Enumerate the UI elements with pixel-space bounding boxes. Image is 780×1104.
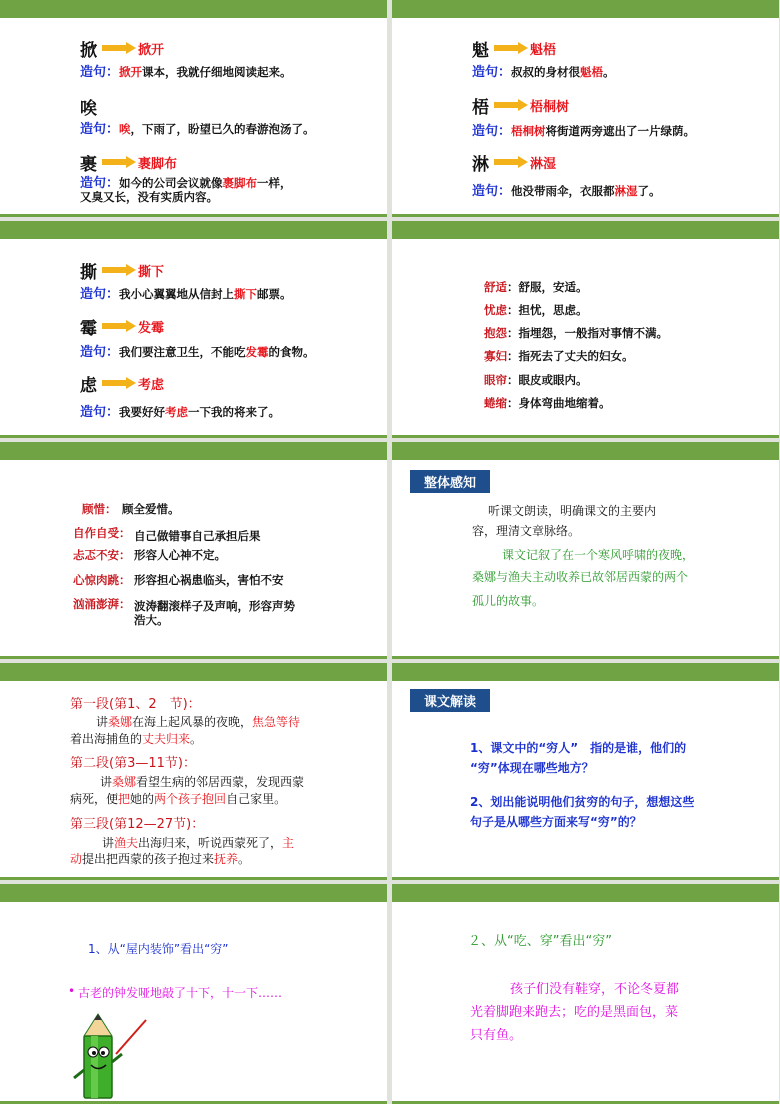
highlight: 发霉 (245, 345, 269, 359)
arrow-right-icon (102, 377, 136, 389)
vocab-char: 唉 (80, 99, 97, 119)
question-line: 2、划出能说明他们贫穷的句子，想想这些 (470, 795, 695, 809)
text: 。 (190, 732, 203, 746)
section-heading: 第一段(第1、2 节)： (70, 697, 201, 712)
definition-item (484, 392, 611, 411)
highlight: 考虑 (165, 405, 189, 419)
definition-item (484, 276, 588, 295)
slide-8 (392, 663, 779, 880)
highlight: 动 (70, 852, 83, 866)
term: 寡妇 (484, 349, 507, 363)
sentence-text: ，下雨了，盼望已久的春游泡汤了。 (130, 122, 315, 136)
paragraph-line: 桑娜与渔夫主动收养已故邻居西蒙的两个 (472, 570, 689, 584)
bullet-icon: • (68, 984, 76, 998)
vocab-word: 掀开 (138, 43, 165, 58)
slide-header-bar (0, 221, 387, 239)
text: 提出把西蒙的孩子抱过来 (82, 852, 215, 866)
vocab-word: 魁梧 (530, 43, 557, 58)
sentence (80, 118, 315, 137)
text: 病死，便 (70, 792, 119, 806)
highlight: 主 (282, 836, 295, 850)
sentence-continuation: 又臭又长，没有实质内容。 (80, 190, 218, 204)
slide-9 (0, 884, 387, 1104)
sentence-label: 造句： (80, 345, 120, 360)
slide-6 (392, 442, 779, 659)
sentence (472, 61, 615, 80)
highlight: 撕下 (234, 287, 258, 301)
sentence-label: 造句： (472, 184, 512, 199)
quote-text: 古老的钟发哑地敲了十下，十一下…… (78, 986, 283, 1000)
term: 汹涌澎湃： (73, 597, 131, 611)
highlight: 唉 (119, 122, 131, 136)
highlight: 裹脚布 (222, 176, 258, 190)
paragraph-line: 听课文朗读，明确课文的主要内 (488, 504, 657, 518)
arrow-right-icon (102, 156, 136, 168)
sentence-label: 造句： (80, 122, 120, 137)
highlight: 淋湿 (614, 184, 638, 198)
slide-3 (0, 221, 387, 438)
slide-5 (0, 442, 387, 659)
question-line: “穷”体现在哪些地方？ (470, 761, 594, 775)
vocab-word: 淋湿 (530, 157, 557, 172)
text: 在海上起风暴的夜晚， (132, 715, 253, 729)
vocab-word: 裹脚布 (138, 157, 178, 172)
sentence (80, 61, 292, 80)
sentence-label: 造句： (80, 65, 120, 80)
slide-7 (0, 663, 387, 880)
paragraph-line (70, 850, 250, 867)
text: 她的 (130, 792, 155, 806)
sentence-text: 邮票。 (257, 287, 292, 301)
arrow-right-icon (494, 99, 528, 111)
term: 心惊肉跳： (73, 573, 131, 587)
definition-item (484, 299, 588, 318)
sentence-text: 我要好好 (119, 405, 166, 419)
sentence (472, 120, 695, 139)
definition: 自己做错事自己承担后果 (134, 529, 261, 543)
highlight: 梧桐树 (511, 124, 546, 138)
sentence-text: 我们要注意卫生，不能吃 (119, 345, 246, 359)
sentence-text: 如今的公司会议就像 (119, 176, 223, 190)
definition: ：身体弯曲地缩着。 (507, 396, 611, 410)
highlight: 桑娜 (112, 775, 137, 789)
highlight: 丈夫归来 (142, 732, 191, 746)
slide-footer-bar (0, 656, 387, 659)
slide-footer-bar (0, 877, 387, 880)
slide-header-bar (392, 442, 779, 460)
section-tag: 整体感知 (410, 470, 490, 493)
vocab-char: 淋 (472, 155, 489, 175)
slide-header-bar (0, 884, 387, 902)
paragraph-line (70, 790, 286, 807)
vocab-word: 发霉 (138, 321, 165, 336)
vocab-char: 裹 (80, 155, 97, 175)
term: 忧虑 (484, 303, 507, 317)
sentence-text: 了。 (637, 184, 661, 198)
sentence-label: 造句： (80, 287, 120, 302)
sentence-text: 课本，我就仔细地阅读起来。 (142, 65, 292, 79)
arrow-right-icon (494, 42, 528, 54)
term: 忐忑不安： (73, 548, 131, 562)
definition: ：舒服，安适。 (507, 280, 588, 294)
vocab-char: 魁 (472, 41, 489, 61)
slide-header-bar (392, 663, 779, 681)
sentence (80, 341, 315, 360)
highlight: 渔夫 (114, 836, 139, 850)
definition: 形容人心神不定。 (134, 548, 226, 562)
highlight: 把 (118, 792, 131, 806)
text: 自己家里。 (226, 792, 287, 806)
term: 眼帘 (484, 373, 507, 387)
highlight: 桑娜 (108, 715, 133, 729)
highlight: 掀开 (119, 65, 143, 79)
slide-header-bar (392, 0, 779, 18)
definition-item (484, 369, 588, 388)
highlight: 两个孩子抱回 (154, 792, 227, 806)
text: 讲 (100, 775, 113, 789)
arrow-right-icon (102, 42, 136, 54)
sentence-text: 将街道两旁遮出了一片绿荫。 (545, 124, 696, 138)
arrow-right-icon (102, 320, 136, 332)
definition-continuation: 浩大。 (134, 613, 169, 627)
sentence-text: 。 (603, 65, 615, 79)
highlight: 抚养 (214, 852, 239, 866)
sentence-text: 一样， (257, 176, 292, 190)
sentence-text: 叔叔的身材很 (511, 65, 581, 79)
definition: 波涛翻滚样子及声响，形容声势 (134, 599, 295, 613)
text: 看望生病的邻居西蒙，发现西蒙 (136, 775, 305, 789)
section-heading: 第二段(第3—11节)： (70, 756, 196, 771)
vocab-word: 梧桐树 (530, 100, 570, 115)
definition-item (484, 322, 668, 341)
paragraph-line: 课文记叙了在一个寒风呼啸的夜晚， (502, 548, 695, 562)
slide-1 (0, 0, 387, 217)
paragraph-line: 光着脚跑来跑去；吃的是黑面包，菜 (470, 1005, 679, 1020)
paragraph-line: 容，理清文章脉络。 (472, 524, 581, 538)
sentence-label: 造句： (472, 124, 512, 139)
vocab-char: 撕 (80, 263, 97, 283)
vocab-char: 掀 (80, 41, 97, 61)
definition: ：指埋怨，一般指对事情不满。 (507, 326, 668, 340)
question-line: 句子是从哪些方面来写“穷”的？ (470, 815, 642, 829)
term: 自作自受： (73, 526, 131, 540)
text: 讲 (102, 836, 115, 850)
paragraph-line (100, 773, 304, 790)
slide-header-bar (392, 221, 779, 239)
vocab-char: 梧 (472, 98, 489, 118)
term: 抱怨 (484, 326, 507, 340)
paragraph-line (96, 713, 300, 730)
slide-footer-bar (392, 214, 779, 217)
definition-item (484, 345, 634, 364)
slide-footer-bar (392, 877, 779, 880)
sentence-label: 造句： (472, 65, 512, 80)
definition: ：指死去了丈夫的妇女。 (507, 349, 634, 363)
slide-footer-bar (0, 435, 387, 438)
text: 出海归来，听说西蒙死了， (138, 836, 283, 850)
vocab-char: 虑 (80, 376, 97, 396)
slide-title: 1、从“屋内装饰”看出“穷” (88, 942, 229, 956)
slide-footer-bar (0, 214, 387, 217)
term: 蜷缩 (484, 396, 507, 410)
definition: 顾全爱惜。 (122, 502, 180, 516)
highlight: 焦急等待 (252, 715, 301, 729)
slide-header-bar (0, 442, 387, 460)
arrow-right-icon (102, 264, 136, 276)
paragraph-line: 孤儿的故事。 (472, 594, 545, 608)
slide-header-bar (392, 884, 779, 902)
sentence-text: 一下我的将来了。 (188, 405, 281, 419)
vocab-char: 霉 (80, 319, 97, 339)
text: 。 (238, 852, 251, 866)
term: 舒适 (484, 280, 507, 294)
slide-title: ２、从“吃、穿”看出“穷” (468, 934, 612, 949)
slide-10 (392, 884, 779, 1104)
term: 顾惜： (82, 502, 117, 516)
definition: ：担忧，思虑。 (507, 303, 588, 317)
definition: ：眼皮或眼内。 (507, 373, 588, 387)
slide-4 (392, 221, 779, 438)
section-heading: 第三段(第12—27节)： (70, 817, 205, 832)
text: 着出海捕鱼的 (70, 732, 143, 746)
paragraph-line: 只有鱼。 (470, 1028, 523, 1043)
highlight: 魁梧 (580, 65, 604, 79)
sentence-label: 造句： (80, 176, 120, 191)
vocab-word: 考虑 (138, 378, 165, 393)
paragraph-line (70, 730, 202, 747)
sentence (80, 401, 280, 420)
sentence-text: 他没带雨伞，衣服都 (511, 184, 615, 198)
sentence-text: 的食物。 (268, 345, 315, 359)
paragraph-line: 孩子们没有鞋穿，不论冬夏都 (510, 982, 680, 997)
slide-header-bar (0, 0, 387, 18)
text: 讲 (96, 715, 109, 729)
slide-header-bar (0, 663, 387, 681)
sentence (472, 180, 661, 199)
pencil-teacher-icon (66, 1010, 156, 1104)
arrow-right-icon (494, 156, 528, 168)
section-tag: 课文解读 (410, 689, 490, 712)
sentence-text: 我小心翼翼地从信封上 (119, 287, 235, 301)
slide-footer-bar (392, 435, 779, 438)
sentence (80, 283, 292, 302)
slide-2 (392, 0, 779, 217)
question-line: 1、课文中的“穷人” 指的是谁，他们的 (470, 741, 687, 755)
paragraph-line (102, 834, 294, 851)
sentence-label: 造句： (80, 405, 120, 420)
vocab-word: 撕下 (138, 265, 165, 280)
definition: 形容担心祸患临头，害怕不安 (134, 573, 284, 587)
slide-footer-bar (392, 656, 779, 659)
